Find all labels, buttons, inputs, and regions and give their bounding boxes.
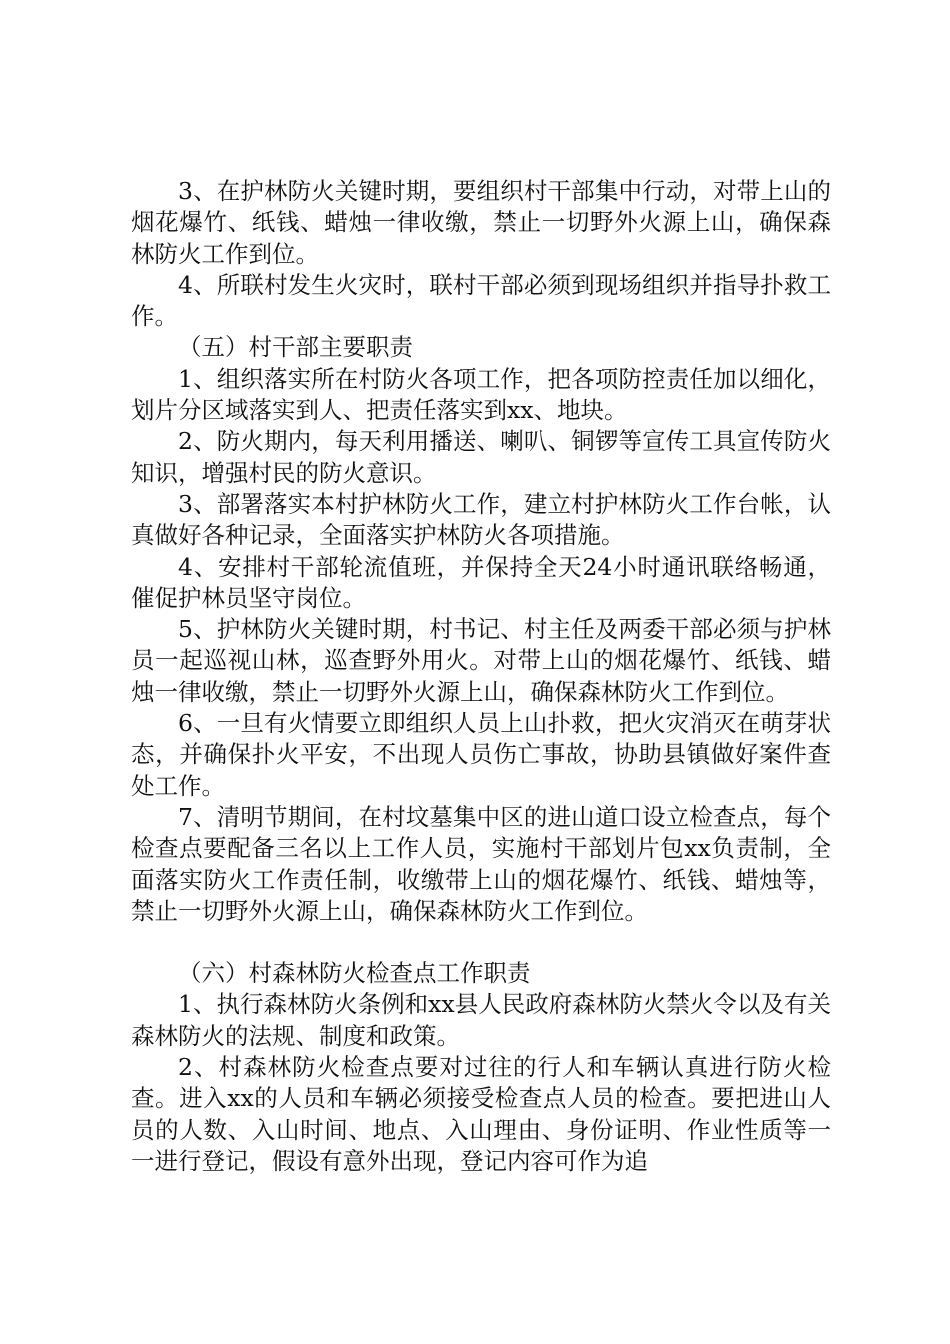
- paragraph: 1、执行森林防火条例和xx县人民政府森林防火禁火令以及有关森林防火的法规、制度和政策。: [131, 990, 831, 1050]
- paragraph: 1、组织落实所在村防火各项工作，把各项防控责任加以细化，划片分区域落实到人、把责任落实到xx、地块。: [131, 364, 831, 425]
- paragraph: 5、护林防火关键时期，村书记、村主任及两委干部必须与护林员一起巡视山林，巡查野外用火。对带上山的烟花爆竹、纸钱、蜡烛一律收缴，禁止一切野外火源上山，确保森林防火工作到位。: [131, 615, 831, 706]
- paragraph: 2、村森林防火检查点要对过往的行人和车辆认真进行防火检查。进入xx的人员和车辆必须接受检查点人员的检查。要把进山人员的人数、入山时间、地点、入山理由、身份证明、作业性质等一一进行登记，假设有意外出现，登记内容可作为追: [131, 1053, 831, 1175]
- paragraph: 3、部署落实本村护林防火工作，建立村护林防火工作台帐，认真做好各种记录，全面落实护林防火各项措施。: [131, 489, 831, 550]
- paragraph: 7、清明节期间，在村坟墓集中区的进山道口设立检查点，每个检查点要配备三名以上工作人员，实施村干部划片包xx负责制，全面落实防火工作责任制，收缴带上山的烟花爆竹、纸钱、蜡烛等，禁止一切野外火源上山，确保森林防火工作到位。: [131, 802, 831, 925]
- paragraph: 4、所联村发生火灾时，联村干部必须到现场组织并指导扑救工作。: [131, 270, 831, 331]
- paragraph: 6、一旦有火情要立即组织人员上山扑救，把火灾消灭在萌芽状态，并确保扑火平安，不出现人员伤亡事故，协助县镇做好案件查处工作。: [131, 709, 831, 800]
- document-body: [131, 176, 831, 1177]
- paragraph: 3、在护林防火关键时期，要组织村干部集中行动，对带上山的烟花爆竹、纸钱、蜡烛一律收缴，禁止一切野外火源上山，确保森林防火工作到位。: [131, 177, 831, 268]
- paragraph: 4、安排村干部轮流值班，并保持全天24小时通讯联络畅通，催促护林员坚守岗位。: [131, 552, 831, 612]
- paragraph: 2、防火期内，每天利用播送、喇叭、铜锣等宣传工具宣传防火知识，增强村民的防火意识。: [131, 427, 831, 487]
- section-heading: （六）村森林防火检查点工作职责: [178, 959, 531, 988]
- section-heading: （五）村干部主要职责: [178, 333, 413, 362]
- paragraph-spacer: [131, 927, 831, 958]
